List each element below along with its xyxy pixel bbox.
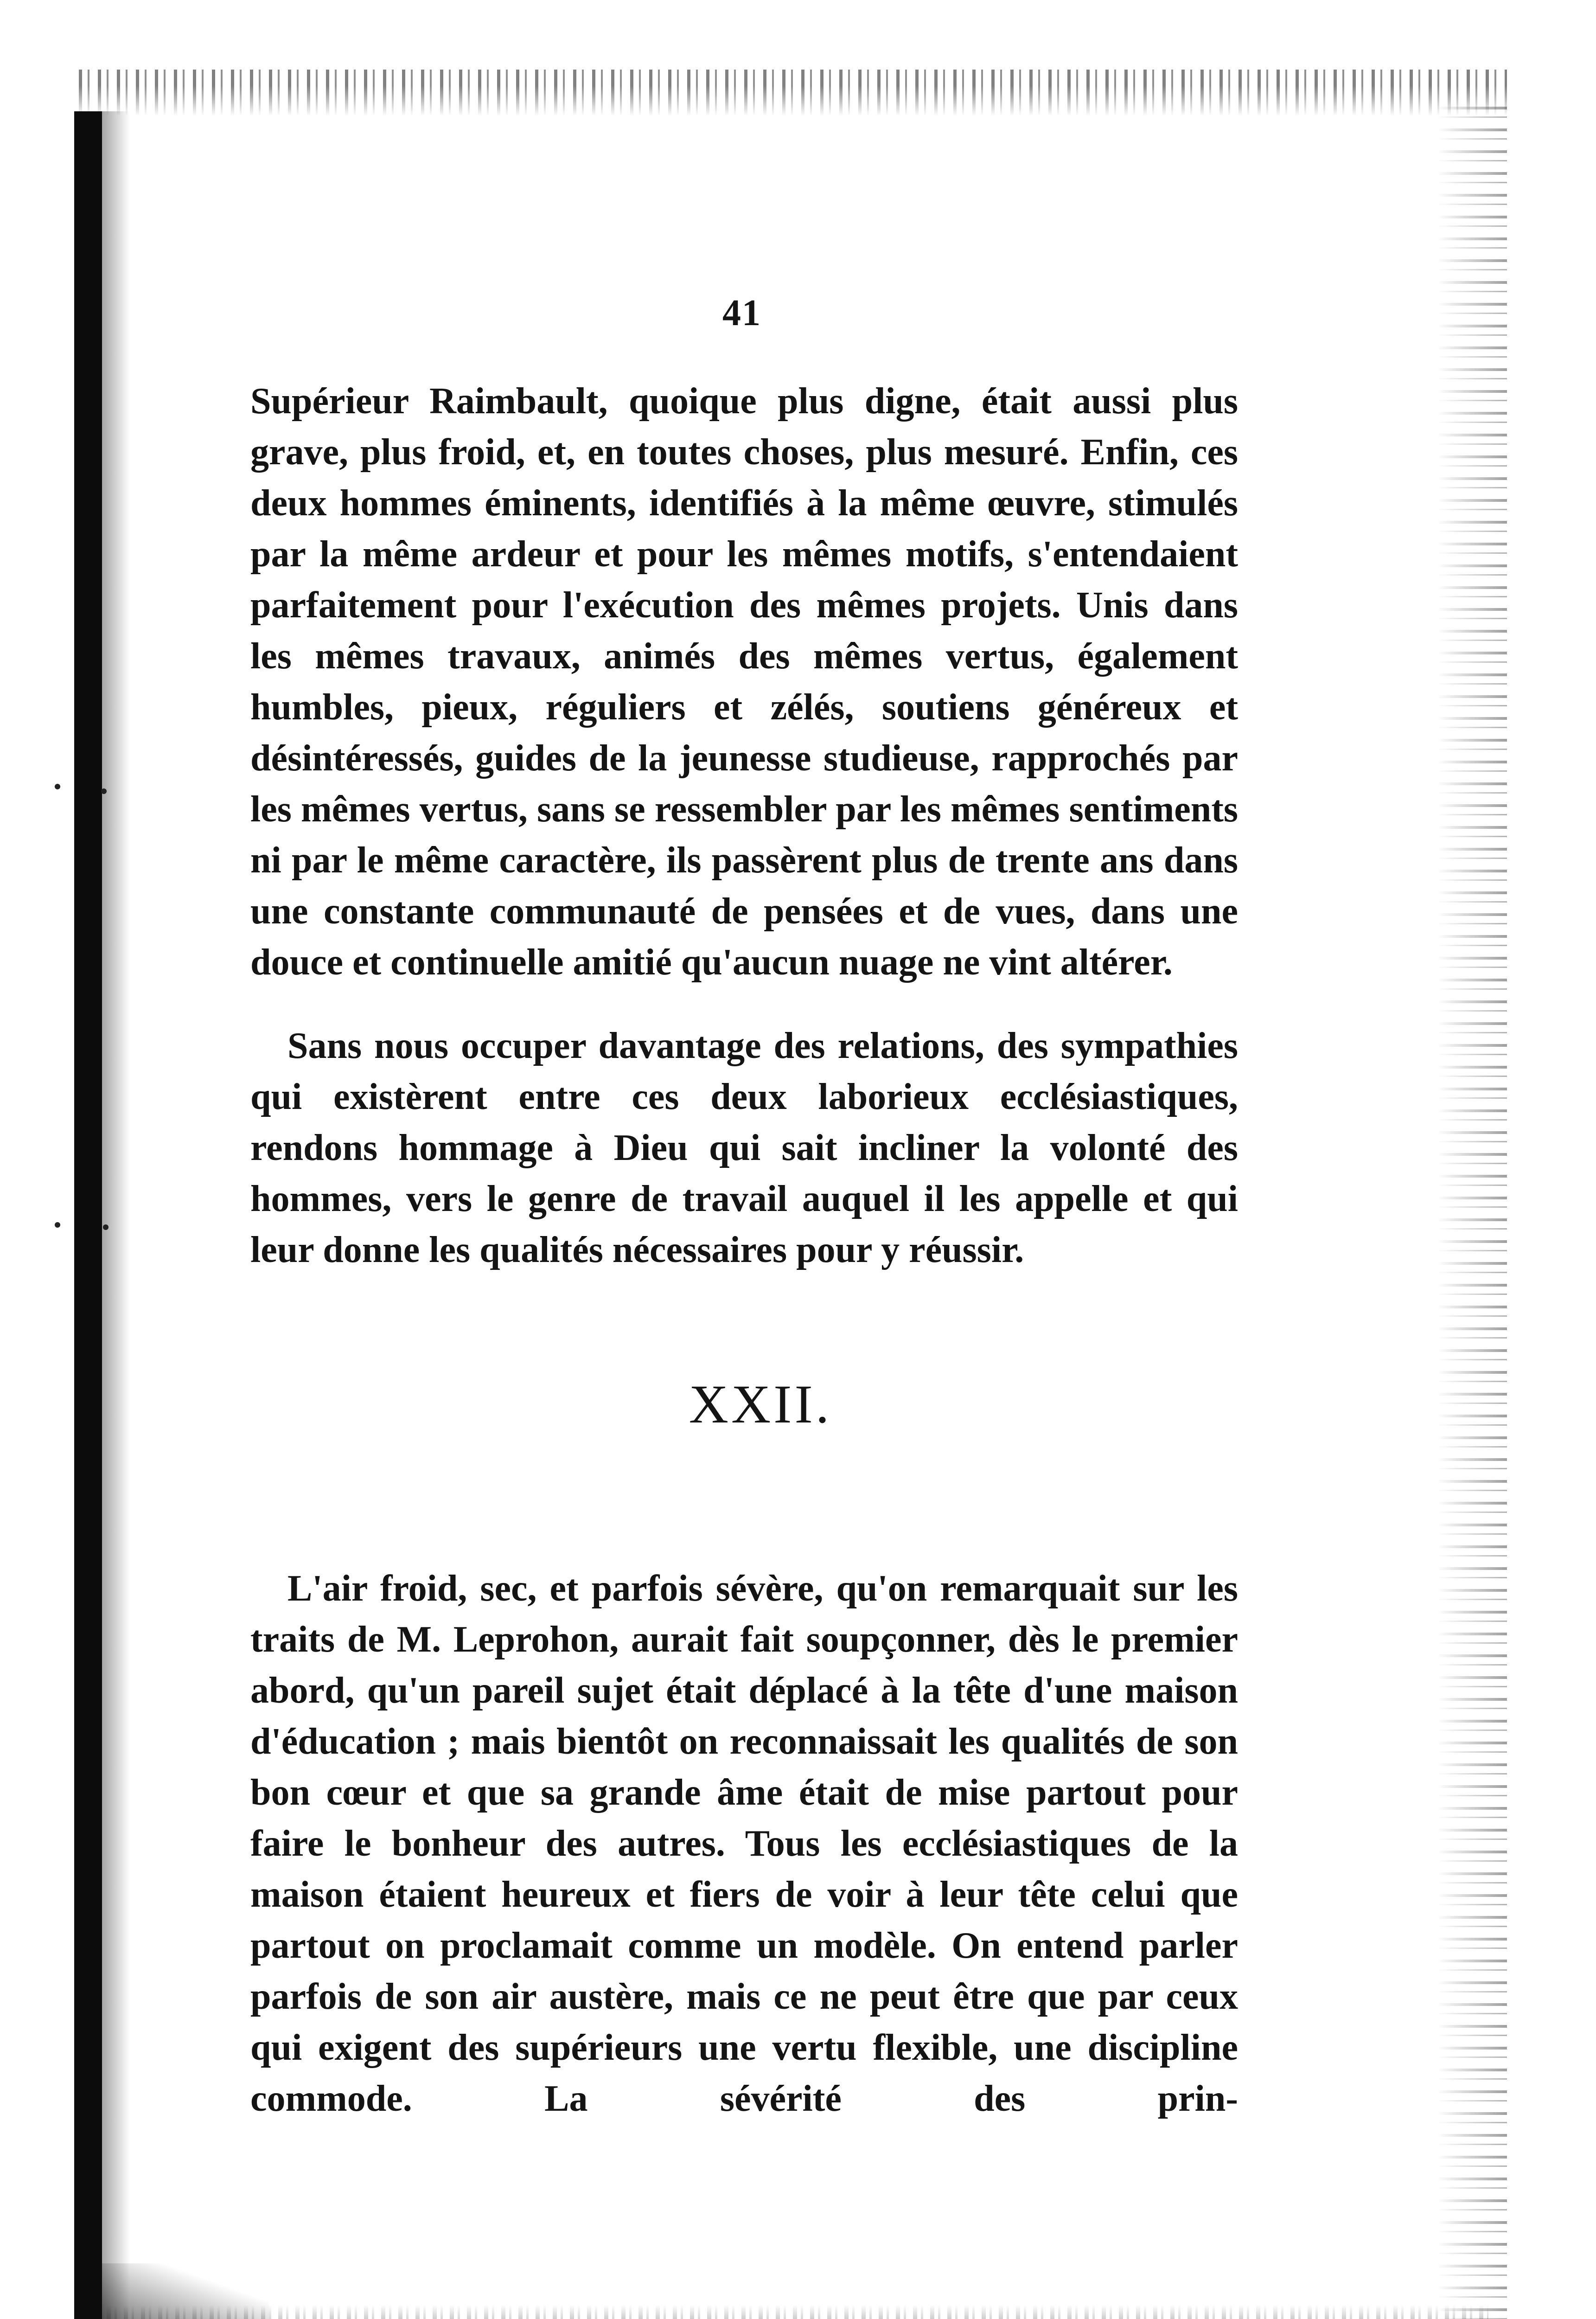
margin-speck	[103, 1224, 109, 1230]
section-paragraph: L'air froid, sec, et parfois sévère, qu'on remarquait sur les traits de M. Leprohon, aurait fait soupçonner, dès le premier abord, qu'un pareil sujet était déplacé à la tête d'une maison d'éducation ; mais bientôt on reconnaissait les qualités de son bon cœur et que sa grande âme était de mise partout pour faire le bonheur des autres. Tous les ecclésiastiques de la maison étaient heureux et fiers de voir à leur tête celui que partout on proclamait comme un modèle. On entend parler parfois de son air austère, mais ce ne peut être que par ceux qui exigent des supérieurs une vertu flexible, une discipline commode. La sévérité des prin-	[250, 1568, 1238, 2119]
margin-speck	[55, 784, 60, 789]
bottom-edge-scan-noise	[107, 2305, 1488, 2319]
page-number: 41	[722, 293, 761, 333]
section-heading: XXII.	[689, 1374, 832, 1435]
right-edge-scan-noise	[1437, 107, 1507, 2319]
margin-speck	[101, 788, 107, 794]
top-edge-scan-noise	[79, 70, 1507, 116]
book-binding-shadow	[74, 111, 102, 2319]
margin-speck	[55, 1222, 60, 1228]
paragraph: Sans nous occuper davantage des relations, des sympathies qui existèrent entre ces deux laborieux ecclésiastiques, rendons hommage à Dieu qui sait incliner la volonté des hommes, vers le genre de travail auquel il les appelle et qui leur donne les qualités nécessaires pour y réussir.	[250, 1025, 1238, 1270]
paragraph-continuation: Supérieur Raimbault, quoique plus digne, était aussi plus grave, plus froid, et, en toutes choses, plus mesuré. Enfin, ces deux hommes éminents, identifiés à la même œuvre, stimulés par la même ardeur et pour les mêmes motifs, s'entendaient parfaitement pour l'exécution des mêmes projets. Unis dans les mêmes travaux, animés des mêmes vertus, également humbles, pieux, réguliers et zélés, soutiens généreux et désintéressés, guides de la jeunesse studieuse, rapprochés par les mêmes vertus, sans se ressembler par les mêmes sentiments ni par le même caractère, ils passèrent plus de trente ans dans une constante communauté de pensées et de vues, dans une douce et continuelle amitié qu'aucun nuage ne vint altérer.	[250, 381, 1238, 983]
binding-gradient	[102, 111, 130, 2319]
